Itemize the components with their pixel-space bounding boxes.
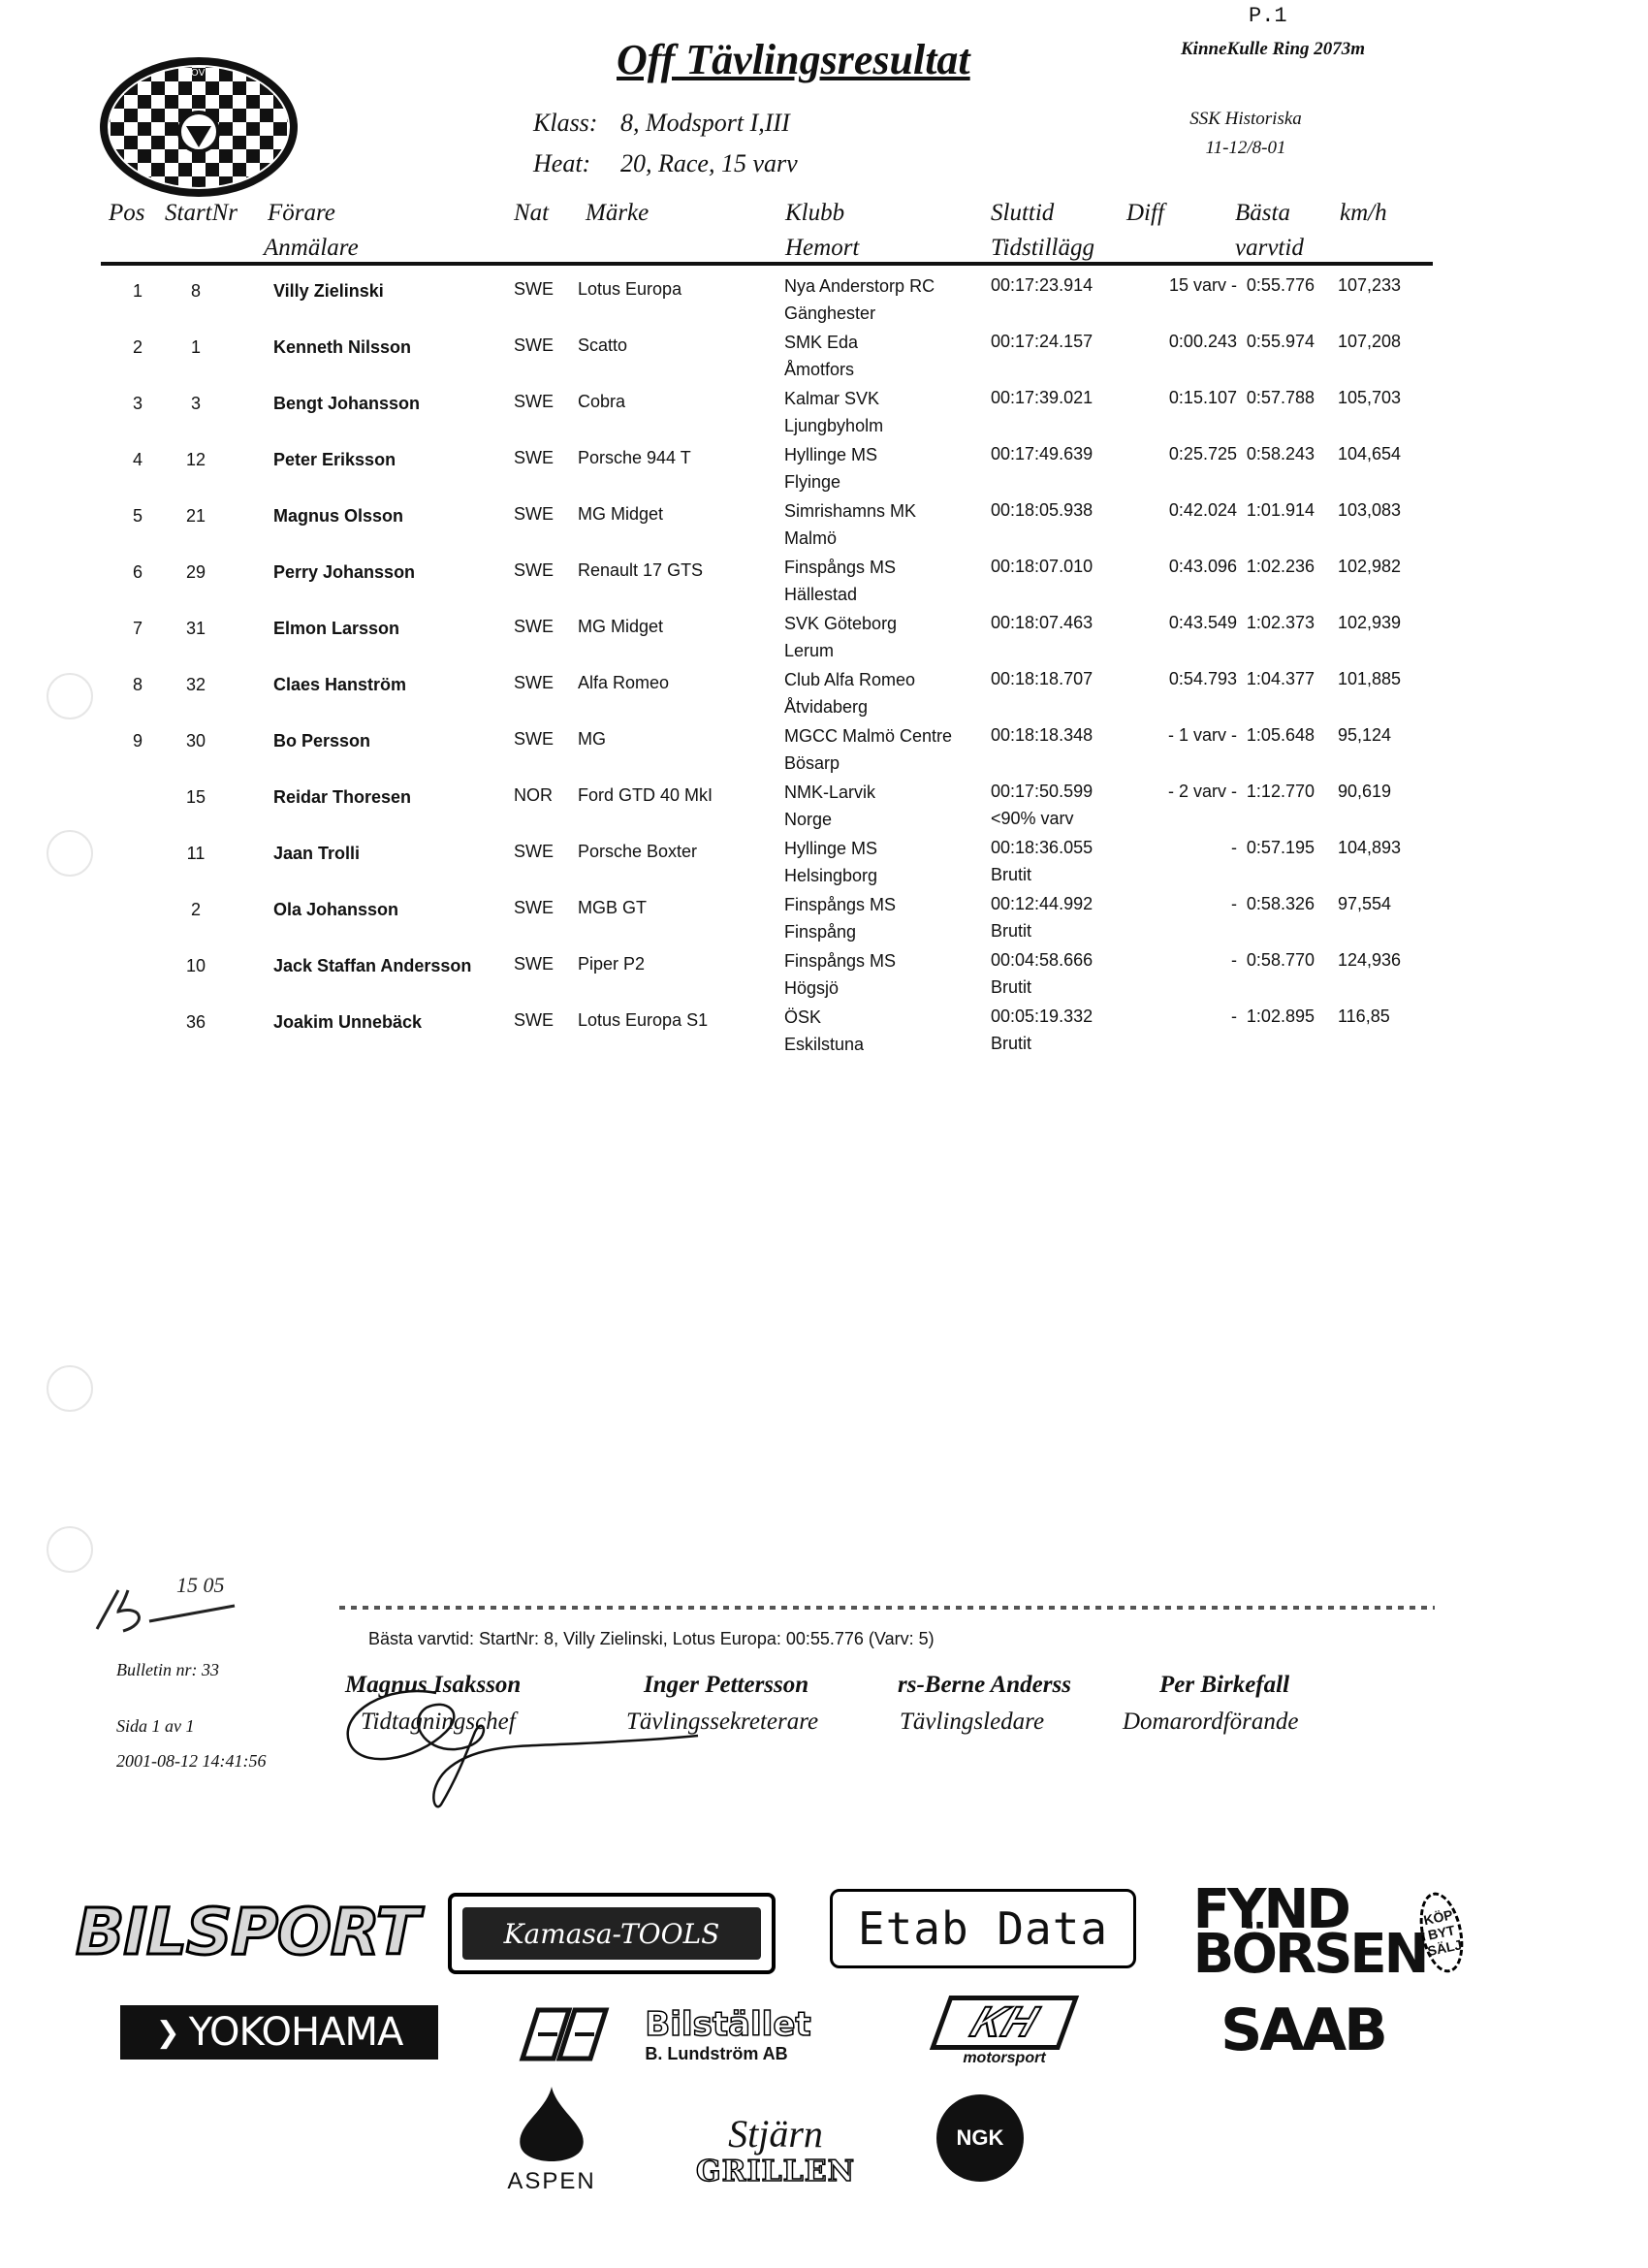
cell-club: NMK-Larvik [784, 783, 876, 802]
sponsor-kamasa-label: Kamasa-TOOLS [462, 1907, 761, 1960]
class-label: Klass: [533, 109, 598, 137]
cell-pos: 6 [132, 562, 143, 582]
col-forare: Förare [268, 200, 335, 226]
table-row [0, 444, 1648, 500]
sponsor-stjarn-label: Stjärn [728, 2111, 823, 2156]
cell-best-lap: 1:01.914 [1246, 500, 1315, 520]
table-row [0, 500, 1648, 557]
cell-diff: - 1 varv - [1167, 725, 1237, 745]
cell-nat: SWE [514, 1010, 555, 1030]
cell-time: 00:17:49.639 [991, 444, 1093, 463]
cell-diff: 15 varv - [1168, 275, 1237, 295]
table-row [0, 950, 1648, 1006]
cell-driver: Jack Staffan Andersson [273, 956, 472, 975]
cell-nat: SWE [514, 898, 555, 917]
cell-club: Hyllinge MS [784, 445, 878, 464]
cell-make: MG Midget [578, 617, 664, 636]
cell-startnr: 30 [185, 731, 206, 751]
signature-role: Tävlingssekreterare [626, 1709, 819, 1735]
cell-nat: SWE [514, 954, 555, 974]
cell-startnr: 10 [185, 956, 206, 975]
cell-driver: Bengt Johansson [273, 394, 421, 413]
col-diff: Diff [1126, 200, 1164, 226]
cell-driver: Claes Hanström [273, 675, 407, 694]
cell-time: 00:17:39.021 [991, 388, 1093, 407]
cell-best-lap: 1:05.648 [1246, 725, 1315, 745]
cell-diff: - [1231, 838, 1237, 857]
cell-pos: 1 [132, 281, 143, 301]
cell-make: Cobra [578, 392, 626, 411]
cell-nat: SWE [514, 335, 555, 355]
cell-kmh: 103,083 [1338, 500, 1402, 520]
organizer-block [1173, 105, 1318, 163]
results-table [0, 275, 1648, 1063]
cell-time: 00:17:24.157 [991, 332, 1093, 351]
signature-role: Domarordförande [1123, 1709, 1299, 1735]
cell-nat: SWE [514, 617, 555, 636]
cell-diff: 0:00.243 [1168, 332, 1237, 351]
cell-pos: 3 [132, 394, 143, 413]
cell-diff: 0:43.549 [1168, 613, 1237, 632]
cell-startnr: 11 [186, 844, 206, 863]
cell-home: Högsjö [784, 978, 840, 998]
sponsor-grillen-label: GRILLEN [695, 2154, 856, 2188]
heat-label: Heat: [533, 149, 591, 177]
cell-kmh: 101,885 [1338, 669, 1402, 688]
table-row [0, 894, 1648, 950]
cell-startnr: 31 [185, 619, 206, 638]
cell-home: Norge [784, 810, 833, 829]
sponsor-kamasa [448, 1893, 776, 1974]
cell-pos: 7 [132, 619, 143, 638]
cell-kmh: 107,208 [1338, 332, 1402, 351]
cell-diff: 0:15.107 [1168, 388, 1237, 407]
table-row [0, 1006, 1648, 1063]
cell-make: Porsche 944 T [578, 448, 691, 467]
printed-timestamp: 2001-08-12 14:41:56 [116, 1751, 267, 1771]
cell-startnr: 36 [185, 1012, 206, 1032]
col-basta: Bästa [1235, 200, 1290, 226]
cell-make: Renault 17 GTS [578, 560, 704, 580]
cell-nat: SWE [514, 279, 555, 299]
cell-kmh: 102,939 [1338, 613, 1402, 632]
col-varvtid: varvtid [1235, 235, 1304, 261]
cell-club: Kalmar SVK [784, 389, 880, 408]
cell-driver: Bo Persson [273, 731, 371, 751]
sponsor-fynd-text [1192, 1878, 1427, 1986]
table-row [0, 332, 1648, 388]
cell-startnr: 15 [185, 787, 206, 807]
cell-club: ÖSK [784, 1007, 822, 1027]
sponsor-ngk: NGK [936, 2094, 1024, 2182]
col-nat: Nat [514, 200, 550, 226]
col-anmalare: Anmälare [264, 235, 359, 261]
sponsor-bilstallet-name: Bilstället [645, 2004, 811, 2044]
cell-club: Finspångs MS [784, 895, 897, 914]
sponsor-bilstallet-sub: B. Lundström AB [645, 2043, 788, 2063]
sponsor-fyndborsen [1192, 1878, 1463, 1986]
cell-time: 00:05:19.332 [991, 1006, 1093, 1026]
cell-driver: Joakim Unnebäck [273, 1012, 423, 1032]
cell-driver: Elmon Larsson [273, 619, 400, 638]
sponsor-etab-data: Etab Data [830, 1889, 1136, 1968]
sponsor-saab: SAAB [1220, 1996, 1385, 2064]
cell-pos: 8 [132, 675, 143, 694]
cell-startnr: 29 [185, 562, 206, 582]
cell-time: 00:17:50.599 [991, 782, 1093, 801]
cell-best-lap: 1:12.770 [1246, 782, 1315, 801]
cell-club: SVK Göteborg [784, 614, 898, 633]
cell-diff: - [1231, 950, 1237, 970]
cell-home: Åmotfors [784, 360, 855, 379]
best-lap-line: Bästa varvtid: StartNr: 8, Villy Zielinski, Lotus Europa: 00:55.776 (Varv: 5) [368, 1629, 935, 1648]
sponsor-yokohama-label: YOKOHAMA [188, 2010, 403, 2055]
col-tidstillagg: Tidstillägg [991, 235, 1094, 261]
cell-startnr: 8 [190, 281, 201, 301]
cell-home: Hällestad [784, 585, 858, 604]
handwritten-signature [330, 1674, 717, 1819]
cell-driver: Peter Eriksson [273, 450, 396, 469]
cell-driver: Perry Johansson [273, 562, 416, 582]
table-row [0, 275, 1648, 332]
cell-kmh: 97,554 [1338, 894, 1392, 913]
handwritten-note-text: 15 05 [176, 1573, 225, 1597]
yokohama-chevron-icon: ❯ [155, 2015, 179, 2050]
cell-best-lap: 0:57.788 [1246, 388, 1315, 407]
cell-best-lap: 1:02.236 [1246, 557, 1315, 576]
cell-time: 00:17:23.914 [991, 275, 1093, 295]
cell-make: Lotus Europa S1 [578, 1010, 709, 1030]
cell-tidstillagg: <90% varv [991, 809, 1074, 828]
event-date: 11-12/8-01 [1205, 138, 1286, 158]
cell-make: MG [578, 729, 606, 749]
cell-pos: 5 [132, 506, 143, 526]
cell-nat: SWE [514, 729, 555, 749]
track-name: KinneKulle Ring 2073m [1181, 39, 1366, 59]
cell-club: Finspångs MS [784, 558, 897, 577]
col-startnr: StartNr [165, 200, 238, 226]
cell-club: Simrishamns MK [784, 501, 917, 521]
sponsor-aspen [489, 2083, 615, 2199]
cell-make: Scatto [578, 335, 628, 355]
cell-startnr: 3 [190, 394, 201, 413]
cell-time: 00:18:05.938 [991, 500, 1093, 520]
cell-home: Bösarp [784, 753, 840, 773]
cell-home: Helsingborg [784, 866, 878, 885]
sponsor-kh-sub: motorsport [963, 2050, 1046, 2066]
page-number: P.1 [1249, 4, 1287, 28]
table-row [0, 725, 1648, 782]
cell-club: Finspångs MS [784, 951, 897, 971]
cell-kmh: 90,619 [1338, 782, 1392, 801]
signature-role: Tävlingsledare [900, 1709, 1045, 1735]
cell-make: MG Midget [578, 504, 664, 524]
cell-make: MGB GT [578, 898, 647, 917]
col-marke: Märke [586, 200, 650, 226]
cell-diff: 0:25.725 [1168, 444, 1237, 463]
sponsor-stjarngrillen [669, 2104, 882, 2197]
cell-nat: NOR [514, 785, 553, 805]
cell-make: Ford GTD 40 MkI [578, 785, 713, 805]
cell-time: 00:18:36.055 [991, 838, 1093, 857]
cell-make: Alfa Romeo [578, 673, 670, 692]
table-row [0, 669, 1648, 725]
cell-driver: Magnus Olsson [273, 506, 404, 526]
cell-best-lap: 0:55.776 [1246, 275, 1315, 295]
cell-pos: 2 [132, 337, 143, 357]
logo-text: SKÖVDE [178, 68, 219, 79]
cell-diff: 0:43.096 [1168, 557, 1237, 576]
cell-startnr: 2 [190, 900, 201, 919]
cell-nat: SWE [514, 504, 555, 524]
heat-value: 20, Race, 15 varv [620, 149, 798, 177]
cell-tidstillagg: Brutit [991, 921, 1032, 941]
cell-kmh: 104,654 [1338, 444, 1402, 463]
cell-driver: Villy Zielinski [273, 281, 384, 301]
sponsor-kh-motorsport [888, 1997, 1121, 2065]
cell-best-lap: 0:58.243 [1246, 444, 1315, 463]
cell-best-lap: 0:55.974 [1246, 332, 1315, 351]
cell-driver: Reidar Thoresen [273, 787, 412, 807]
col-pos: Pos [109, 200, 145, 226]
sponsor-fynd-line2: BÖRSEN [1192, 1923, 1427, 1986]
class-value: 8, Modsport I,III [620, 109, 790, 137]
signature-name: Per Birkefall [1159, 1672, 1290, 1698]
cell-startnr: 1 [190, 337, 201, 357]
cell-startnr: 12 [185, 450, 206, 469]
cell-home: Lerum [784, 641, 835, 660]
cell-home: Åtvidaberg [784, 697, 869, 717]
cell-nat: SWE [514, 842, 555, 861]
cell-time: 00:18:07.463 [991, 613, 1093, 632]
cell-time: 00:12:44.992 [991, 894, 1093, 913]
cell-club: Nya Anderstorp RC [784, 276, 935, 296]
cell-time: 00:18:18.348 [991, 725, 1093, 745]
cell-driver: Kenneth Nilsson [273, 337, 412, 357]
cell-kmh: 124,936 [1338, 950, 1402, 970]
cell-nat: SWE [514, 673, 555, 692]
punch-hole [47, 1526, 93, 1573]
cell-make: Lotus Europa [578, 279, 682, 299]
page-of: Sida 1 av 1 [116, 1716, 195, 1736]
cell-kmh: 107,233 [1338, 275, 1402, 295]
table-row [0, 838, 1648, 894]
cell-best-lap: 1:02.895 [1246, 1006, 1315, 1026]
sponsor-fynd-badge: KÖP BYT SÄLJ [1412, 1889, 1469, 1977]
signature-role: Tidtagningschef [361, 1709, 516, 1735]
signature-name: Inger Pettersson [644, 1672, 809, 1698]
aspen-drop-icon [515, 2087, 588, 2168]
cell-diff: - [1231, 894, 1237, 913]
cell-time: 00:18:07.010 [991, 557, 1093, 576]
cell-driver: Ola Johansson [273, 900, 399, 919]
cell-home: Flyinge [784, 472, 841, 492]
cell-home: Ljungbyholm [784, 416, 884, 435]
cell-diff: 0:54.793 [1168, 669, 1237, 688]
table-row [0, 557, 1648, 613]
header-rule [101, 262, 1433, 266]
sponsor-kh-letters: KH [930, 1996, 1079, 2050]
sponsor-yokohama [120, 2005, 438, 2060]
cell-tidstillagg: Brutit [991, 977, 1032, 997]
cell-best-lap: 1:02.373 [1246, 613, 1315, 632]
cell-best-lap: 0:58.326 [1246, 894, 1315, 913]
dotted-separator [339, 1606, 1435, 1610]
cell-kmh: 116,85 [1338, 1006, 1390, 1026]
cell-driver: Jaan Trolli [273, 844, 361, 863]
cell-startnr: 21 [185, 506, 206, 526]
bilstallet-emblem-icon [519, 2000, 635, 2068]
bulletin-number: Bulletin nr: 33 [116, 1660, 219, 1679]
cell-best-lap: 0:57.195 [1246, 838, 1315, 857]
cell-diff: - [1231, 1006, 1237, 1026]
cell-diff: 0:42.024 [1168, 500, 1237, 520]
cell-pos: 9 [132, 731, 143, 751]
cell-best-lap: 0:58.770 [1246, 950, 1315, 970]
cell-nat: SWE [514, 392, 555, 411]
signature-name: Magnus Isaksson [345, 1672, 522, 1698]
cell-home: Gänghester [784, 303, 876, 323]
cell-time: 00:04:58.666 [991, 950, 1093, 970]
punch-hole [47, 1365, 93, 1412]
cell-make: Piper P2 [578, 954, 646, 974]
cell-diff: - 2 varv - [1167, 782, 1237, 801]
sponsor-bilstallet [500, 1997, 830, 2071]
cell-club: Hyllinge MS [784, 839, 878, 858]
cell-time: 00:18:18.707 [991, 669, 1093, 688]
col-hemort: Hemort [785, 235, 860, 261]
cell-kmh: 105,703 [1338, 388, 1402, 407]
cell-home: Malmö [784, 528, 838, 548]
handwritten-note [89, 1551, 244, 1639]
cell-home: Eskilstuna [784, 1035, 865, 1054]
cell-tidstillagg: Brutit [991, 1034, 1032, 1053]
cell-club: MGCC Malmö Centre [784, 726, 953, 746]
table-row [0, 782, 1648, 838]
cell-startnr: 32 [185, 675, 206, 694]
table-row [0, 388, 1648, 444]
organizer-name: SSK Historiska [1189, 109, 1302, 129]
cell-kmh: 95,124 [1338, 725, 1392, 745]
cell-kmh: 104,893 [1338, 838, 1402, 857]
signature-name: rs-Berne Anderss [898, 1672, 1071, 1698]
cell-nat: SWE [514, 448, 555, 467]
cell-tidstillagg: Brutit [991, 865, 1032, 884]
col-klubb: Klubb [785, 200, 845, 226]
cell-best-lap: 1:04.377 [1246, 669, 1315, 688]
cell-home: Finspång [784, 922, 857, 942]
cell-kmh: 102,982 [1338, 557, 1402, 576]
cell-nat: SWE [514, 560, 555, 580]
cell-club: Club Alfa Romeo [784, 670, 916, 689]
club-logo-icon [97, 54, 301, 200]
cell-club: SMK Eda [784, 333, 859, 352]
col-sluttid: Sluttid [991, 200, 1055, 226]
cell-make: Porsche Boxter [578, 842, 698, 861]
col-kmh: km/h [1340, 200, 1387, 226]
cell-pos: 4 [132, 450, 143, 469]
sponsor-fynd-line1: FYND [1192, 1878, 1348, 1941]
table-row [0, 613, 1648, 669]
sponsor-bilsport: BILSPORT [76, 1894, 419, 1969]
page-title: Off Tävlingsresultat [617, 36, 970, 83]
sponsor-aspen-label: ASPEN [507, 2168, 596, 2194]
